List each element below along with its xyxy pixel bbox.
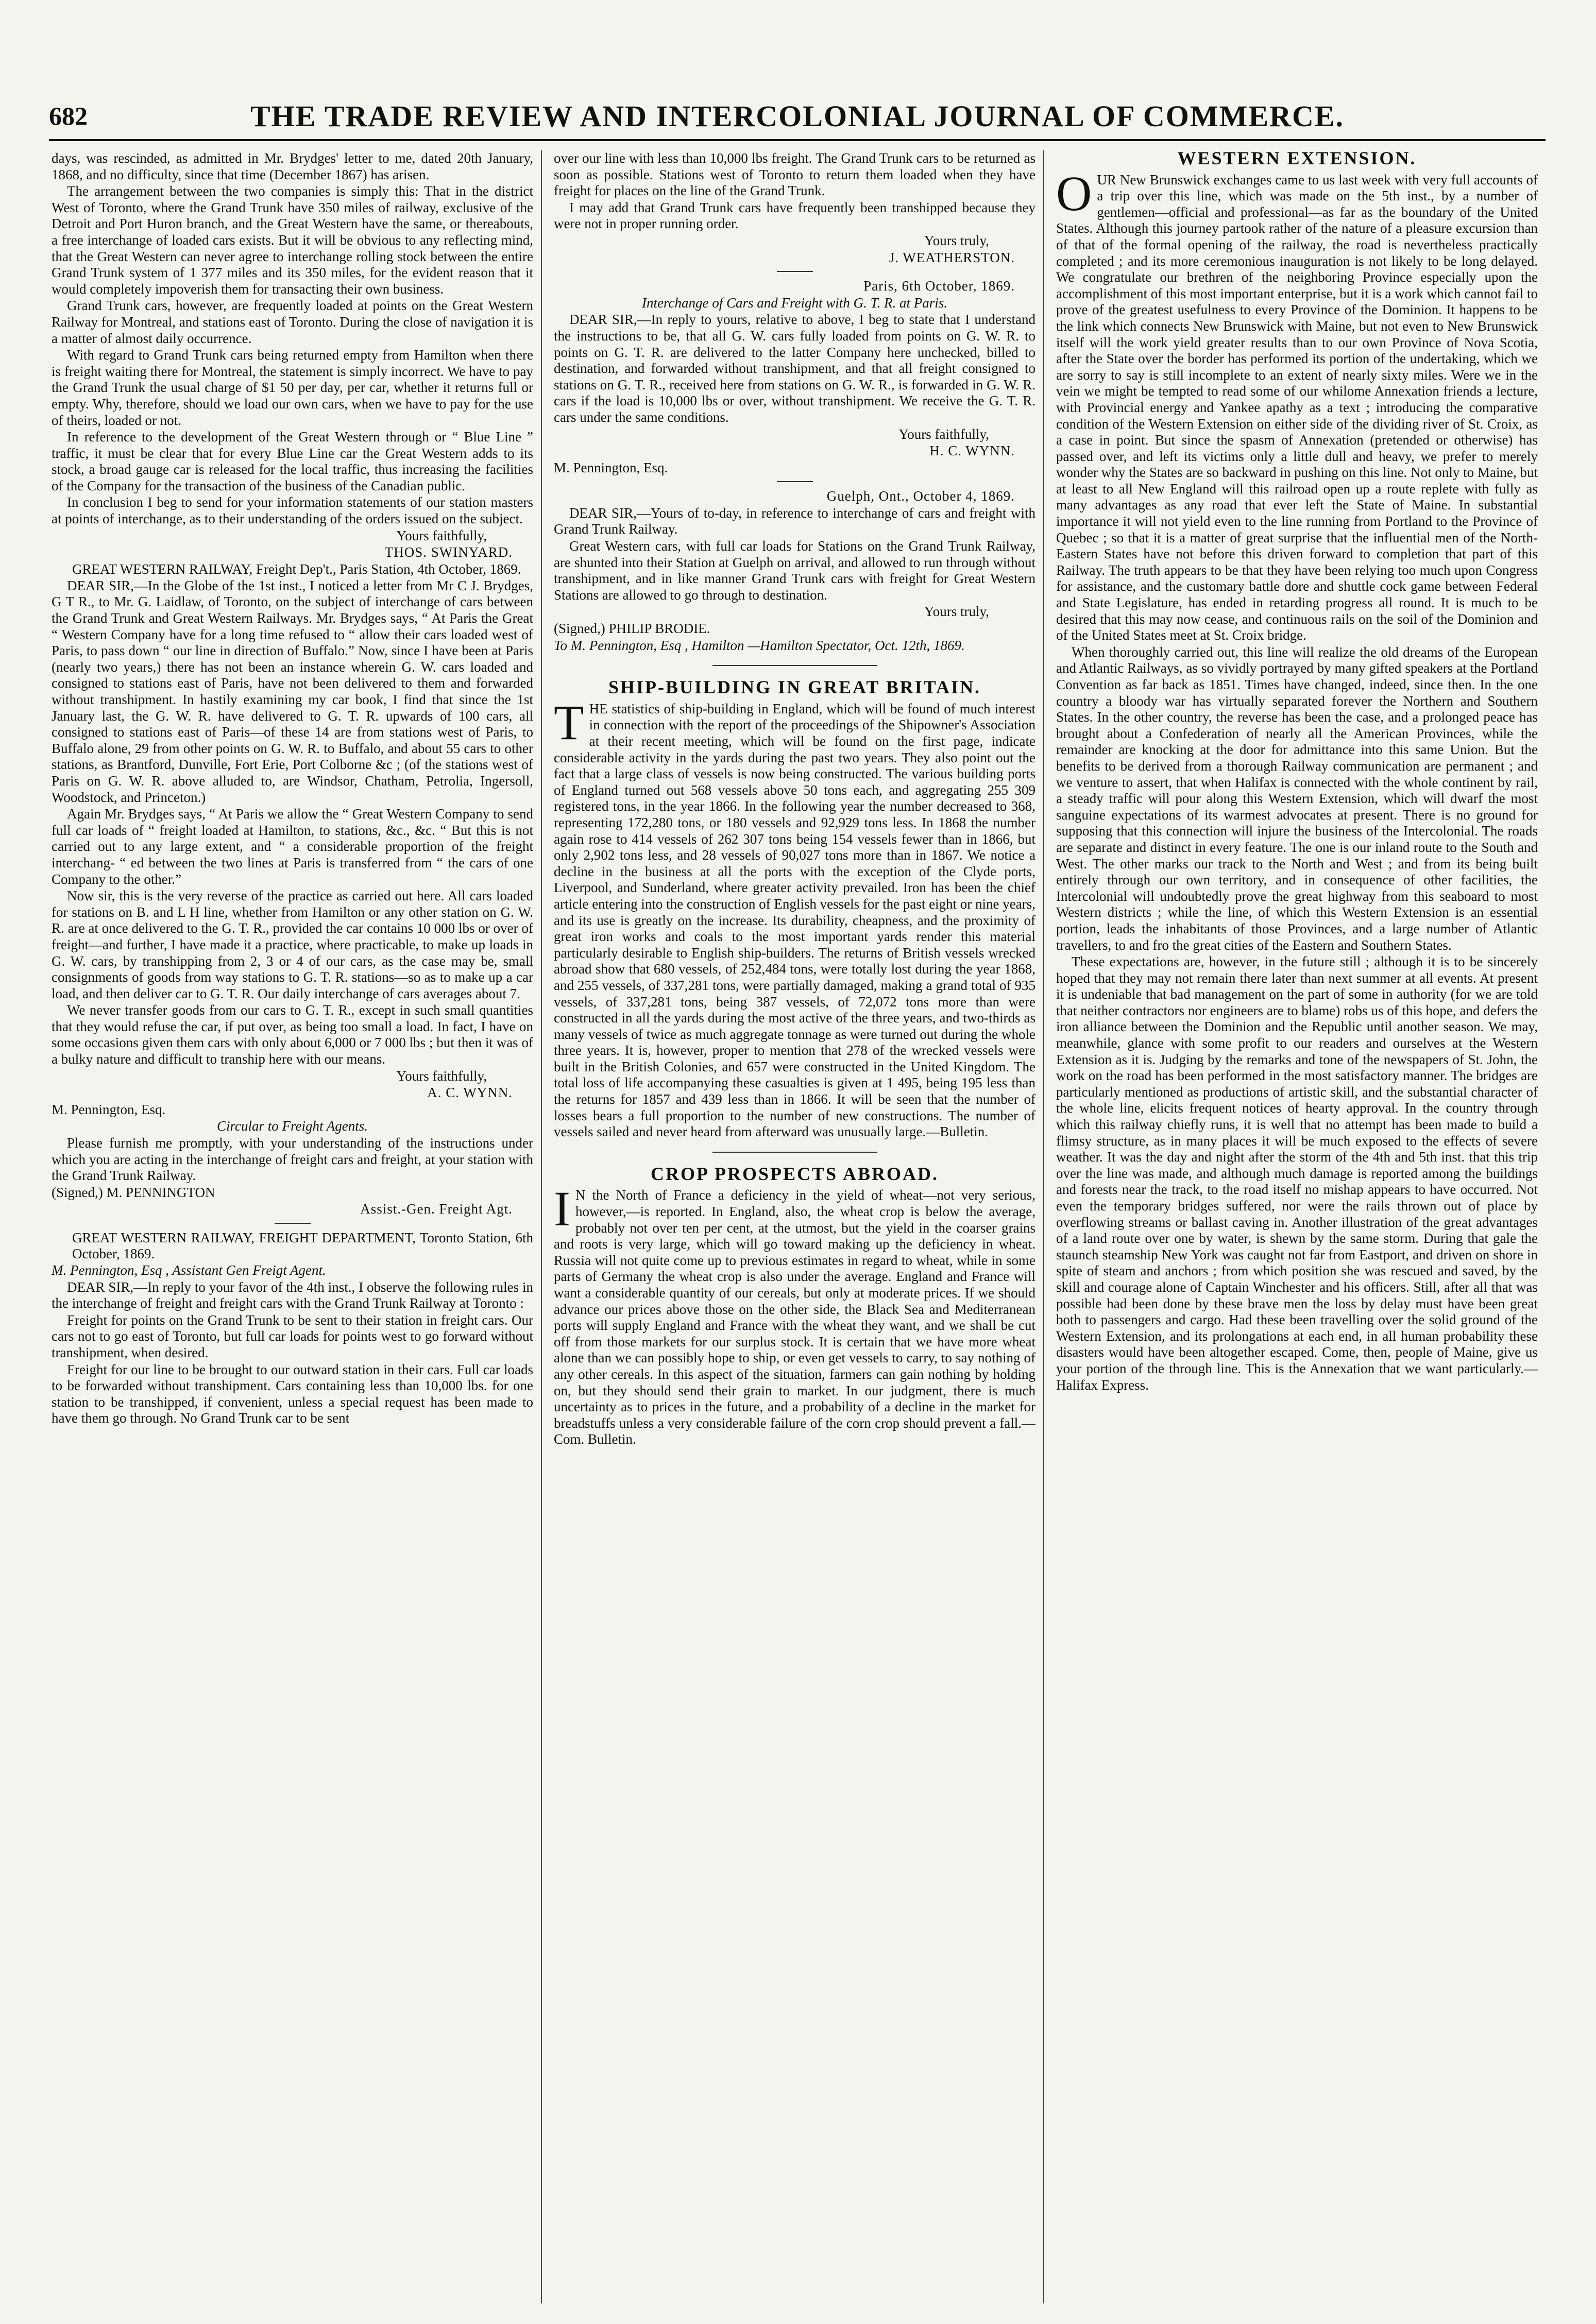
paragraph: DEAR SIR,—In reply to yours, relative to above, I beg to state that I understand the instructions to be, that all G. W. cars fully loaded from points on G. W. R. to points on G. T. R. are delivered to the latter Company here unchecked, billed to destination, and forwarded without transhipment, and that all freight consigned to stations on G. T. R., received here from stations on G. W. R., is forwarded in G. W. R. cars if the load is 10,000 lbs or over, without transhipment. We receive the G. T. R. cars under the same conditions.	[554, 312, 1035, 425]
letter-recipient: M. Pennington, Esq , Assistant Gen Freigt Agent.	[52, 1262, 326, 1278]
letter-signature: (Signed,) PHILIP BRODIE.	[554, 621, 710, 637]
article-text: N the North of France a deficiency in the yield of wheat—not very serious, however,—is reported. In England, also, the wheat crop is below the average, probably not over ten per cent, at the utmost, but the yield in the coarser grains and roots is very large, which will go toward making up the deficiency in wheat. Russia will not quite come up to previous estimates in regard to wheat, while in some parts of Germany the wheat crop is also under the average. England and France will want a considerable quantity of our cereals, but only at moderate prices. If we should advance our prices above those on the other side, the Black Sea and Mediterranean ports will supply England and France with the wheat they want, and we shall be cut off from those markets for our surplus stock. It is certain that we have more wheat alone than we can possibly hope to ship, or even get vessels to carry, to say nothing of any other cereals. In this aspect of the situation, farmers can gain nothing by holding on, but they should send their grain to market. In our judgment, there is much uncertainty as to prices in the future, and a probability of a decline in the market for breadstuffs unless a very considerable failure of the corn crop should prevent a fall.—Com. Bulletin.	[554, 1187, 1035, 1447]
drop-cap: T	[554, 694, 584, 750]
paragraph: I may add that Grand Trunk cars have frequently been transhipped because they were not in proper running order.	[554, 199, 1035, 232]
paragraph: DEAR SIR,—In the Globe of the 1st inst., I noticed a letter from Mr C J. Brydges, G T R., to Mr. G. Laidlaw, of Toronto, on the subject of interchange of cars between the Grand Trunk and Great Western Railways. Mr. Brydges says, “ At Paris the Great “ Western Company have for a long time refused to “ allow their cars loaded west of Paris, to pass down “ our line in direction of Buffalo.” Now, since I have been at Paris (nearly two years,) there has not been an instance wherein G. W. cars loaded and consigned to stations east of Paris, have not been delivered to them and forwarded without transhipment. In hastily examining my car book, I find that since the 1st January last, the G. W. R. have delivered to G. T. R. upwards of 100 cars, all consigned to stations east of Paris—of these 14 are from stations west of Paris, to Buffalo alone, 29 from other points on G. W. R. to Buffalo, and about 55 cars to other stations, as Brantford, Dunville, Fort Erie, Port Colborne &c ; (of the stations west of Paris on G. W. R. above alluded to, are Windsor, Chatham, Petrolia, Ingersoll, Woodstock, and Princeton.)	[52, 577, 533, 805]
paragraph: With regard to Grand Trunk cars being returned empty from Hamilton when there is freight waiting there for Montreal, the statement is simply incorrect. We have to pay the Grand Trunk the usual charge of $1 50 per day, per car, whether it returns full or empty. Why, therefore, should we load our own cars, when we have to pay for the use of theirs, loaded or not.	[52, 347, 533, 428]
article-body	[554, 694, 1035, 1140]
letter-subject: Interchange of Cars and Freight with G. T. R. at Paris.	[642, 295, 947, 311]
divider	[777, 481, 813, 482]
paragraph: When thoroughly carried out, this line will realize the old dreams of the European and Atlantic Railways, as so vividly portrayed by many gifted speakers at the Portland Convention as far back as 1851. Times have changed, indeed, since then. In the one country a bloody war has virtually separated forever the Northern and Southern States. In the other country, the reverse has been the case, and a prolonged peace has brought about a Confederation of nearly all the American Provinces, while the remainder are knocking at the door for admittance into this same Union. But the benefits to be derived from a thorough Railway communication are permanent ; and we venture to assert, that when Halifax is connected with the whole continent by rail, a steady traffic will pour along this Western Extension, which will dwarf the most sanguine expectations of its warmest advocates at present. There is no ground for supposing that this connection will injure the business of the Intercolonial. The roads are separate and distinct in every feature. The one is our inland route to the South and West. The other marks our track to the North and West ; and from its being built entirely through our own territory, and in consequence of other facilities, the Intercolonial will undoubtedly prove the great highway from this seaboard to most Western districts ; while the line, of which this Western Extension is an essential portion, leads the inhabitants of those Provinces, and a large number of Atlantic travellers, to and fro the great cities of the Eastern and Southern States.	[1056, 644, 1538, 953]
paragraph: DEAR SIR,—In reply to your favor of the 4th inst., I observe the following rules in the interchange of freight and freight cars with the Grand Trunk Railway at Toronto :	[52, 1279, 533, 1311]
paragraph: Again Mr. Brydges says, “ At Paris we allow the “ Great Western Company to send full car loads of “ freight loaded at Hamilton, to stations, &c., &c. “ But this is not carried out to any large extent, and “ a considerable proportion of the freight interchang- “ ed between the two lines at Paris is transferred from “ the cars of one Company to the other.”	[52, 806, 533, 887]
letter-signature-title: Assist.-Gen. Freight Agt.	[360, 1201, 513, 1217]
paragraph: DEAR SIR,—Yours of to-day, in reference to interchange of cars and freight with Grand Trunk Railway.	[554, 505, 1035, 537]
letter-closing: Yours truly,	[924, 232, 989, 248]
paragraph: Now sir, this is the very reverse of the practice as carried out here. All cars loaded for stations on B. and L H line, whether from Hamilton or any other station on G. W. R. are at once delivered to the G. T. R., provided the car contains 10 000 lbs or over of freight—and further, I have made it a practice, where practicable, to make up loads in G. W. cars, by transhipping from 2, 3 or 4 of our cars, as the case may be, small consignments of goods from way stations to G. T. R. stations—so as to make up a car load, and then deliver car to G. T. R. Our daily interchange of cars averages about 7.	[52, 888, 533, 1001]
letter-date: Guelph, Ont., October 4, 1869.	[826, 488, 1015, 504]
paragraph: days, was rescinded, as admitted in Mr. Brydges' letter to me, dated 20th January, 1868, and no difficulty, since that time (December 1867) has arisen.	[52, 150, 533, 182]
divider	[275, 1223, 311, 1224]
article-text: UR New Brunswick exchanges came to us last week with very full accounts of a trip over this line, which was made on the 5th inst., by a number of gentlemen—official and professional—as far as the boundary of the United States. Although this journey partook rather of the nature of a pleasure excursion than of that of the formal opening of the railway, the road is nevertheless practically completed ; and its more ceremonious inauguration is not likely to be long delayed. We congratulate our brethren of the neighboring Province especially upon the accomplishment of this most important enterprise, but it is a work which cannot fail to prove of the greatest usefulness to every Province of the Dominion. It happens to be the link which connects New Brunswick with Maine, but not even to New Brunswick itself will the work yield greater results than to our own Province of Nova Scotia, after the State over the border has performed its portion of the undertaking, which we are sorry to say is still incomplete to an extent of nearly sixty miles. Were we in the vein we might be tempted to read some of our whilome Annexation friends a lecture, with Provincial energy and Yankee apathy as a text ; introducing the comparative condition of the Western Extension on either side of the dividing river of St. Croix, as a case in point. But since the spasm of Annexation (pretended or otherwise) has passed over, and left its victims only a little dull and heavy, we prefer to merely wonder why the States are so backward in pushing on this line. Not only to Maine, but at least to all New England will this railroad open up a route replete with fully as many advantages as any road that ever left the State of Maine. In substantial importance it will not yield even to the line running from Portland to the Province of Quebec ; so that it is a matter of great surprise that the influential men of the North-Eastern States have not before this driven forward to completion that part of this Railway. The truth appears to be that they have been relying too much upon Congress for assistance, and the customary battle dore and shuttle cock game between Federal and State Legislature, has ended in retarding progress all round. It is much to be desired that this may now cease, and continuous rails on the soil of the Dominion and of the United States meet at St. Croix bridge.	[1056, 172, 1538, 643]
letter-signature: H. C. WYNN.	[929, 443, 1015, 459]
letter-address: GREAT WESTERN RAILWAY, Freight Dep't., Paris Station, 4th October, 1869.	[72, 561, 521, 577]
article-body	[1056, 165, 1538, 644]
paragraph: Freight for points on the Grand Trunk to be sent to their station in freight cars. Our cars not to go east of Toronto, but full car loads for points west to go forward without transhipment, when desired.	[52, 1312, 533, 1360]
column-rule-2	[1043, 150, 1044, 2303]
header-rule	[49, 139, 1546, 141]
column-1	[52, 150, 533, 2303]
circular-title: Circular to Freight Agents.	[217, 1118, 368, 1134]
letter-signature: THOS. SWINYARD.	[384, 544, 513, 560]
letter-signature: J. WEATHERSTON.	[889, 249, 1015, 265]
paragraph: In reference to the development of the Great Western through or “ Blue Line ” traffic, it must be clear that for every Blue Line car the Great Western adds to its stock, a broad gauge car is released for the local traffic, thus increasing the facilities of the Company for the transaction of the business of the Canadian public.	[52, 429, 533, 493]
letter-closing: Yours faithfully,	[396, 1068, 487, 1084]
letter-address: GREAT WESTERN RAILWAY, FREIGHT DEPARTMENT, Toronto Station, 6th October, 1869.	[72, 1230, 533, 1261]
paragraph: Freight for our line to be brought to our outward station in their cars. Full car loads to be forwarded without transhipment. Cars containing less than 10,000 lbs. for one station to be transhipped, if convenient, unless a special request has been made to have them go through. No Grand Trunk car to be sent	[52, 1361, 533, 1426]
paragraph: over our line with less than 10,000 lbs freight. The Grand Trunk cars to be returned as soon as possible. Stations west of Toronto to return them loaded when they have freight for places on the line of the Grand Trunk.	[554, 150, 1035, 199]
page-number: 682	[49, 101, 88, 130]
paragraph: In conclusion I beg to send for your information statements of our station masters at points of interchange, as to their understanding of the orders issued on the subject.	[52, 494, 533, 527]
column-3	[1056, 150, 1538, 2303]
page-header	[49, 98, 1546, 134]
letter-signature: A. C. WYNN.	[427, 1085, 513, 1101]
section-divider	[712, 1152, 877, 1153]
divider	[777, 271, 813, 272]
article-text: HE statistics of ship-building in England, which will be found of much interest in connection with the report of the proceedings of the Shipowner's Association at their recent meeting, which will be found on the first page, indicate considerable activity in the yards during the past two years. They also point out the fact that a large class of vessels is now being constructed. The various building ports of England turned out 568 vessels above 50 tons each, and aggregating 255 309 registered tons, in the year 1866. In the following year the number decreased to 368, representing 172,280 tons, or 180 vessels and 92,929 tons less. In 1868 the number again rose to 414 vessels of 262 307 tons being 154 vessels fewer than in 1866, but only 2,902 tons less, and 28 vessels of 90,027 tons more than in 1867. We notice a decline in the business at all the ports with the exception of the Clyde ports, Liverpool, and Sunderland, where greater activity prevailed. Iron has been the chief article entering into the construction of English vessels for the past eight or nine years, and its use is greatly on the increase. Its durability, cheapness, and the proximity of great iron works and coals to the most important yards render this material particularly desirable to English ship-builders. The returns of British vessels wrecked abroad show that 680 vessels, of 252,484 tons, were totally lost during the year 1868, and 255 vessels, of 337,281 tons, were partially damaged, making a grand total of 935 vessels, of 337,281 tons, being 387 vessels, of 72,072 tons more than were constructed in all the yards during the most active of the three years, and two-thirds as many vessels of twice as much aggregate tonnage as were turned out during the whole three years. It is, however, proper to mention that 278 of the wrecked vessels were built in the British Colonies, and 657 were constructed in the United Kingdom. The total loss of life accompanying these casualties is given at 1 495, being 195 less than the returns for 1857 and 439 less than in 1866. It will be seen that the number of losses bears a full proportion to the number of new constructions. The number of vessels sailed and never heard from afterward was unusually large.—Bulletin.	[554, 700, 1035, 1140]
drop-cap: O	[1056, 165, 1092, 221]
paragraph: Please furnish me promptly, with your understanding of the instructions under which you are acting in the interchange of freight cars and freight, at your station with the Grand Trunk Railway.	[52, 1135, 533, 1184]
column-rule-1	[541, 150, 542, 2303]
paragraph: These expectations are, however, in the future still ; although it is to be sincerely hoped that they may not remain there later than next summer at all events. At present it is undeniable that bad management on the part of some in authority (for we are told that neither contractors nor engineers are to blame) robs us of this hope, and defers the iron alliance between the Dominion and the Republic until another season. We may, meanwhile, glance with some profit to our readers and ourselves at the Western Extension as it is. Judging by the remarks and tone of the newspapers of St. John, the work on the road has been performed in the most satisfactory manner. The bridges are particularly mentioned as productions of artistic skill, and the substantial character of the whole line, elicits frequent notices of hearty approval. In the country through which this railway chiefly runs, it is well that no attempt has been made to build a flimsy structure, as in many places it will be much exposed to the effects of severe weather. It was the day and night after the storm of the 4th and 5th inst. that this trip over the line was made, and although much damage is reported among the buildings and forests near the track, to the road itself no mishap appears to have occurred. Not even the temporary bridges suffered, nor were the rails thrown out of place by overflowing streams or ballast caving in. Another illustration of the great advantages of a land route over one by water, is shewn by the same storm. During that gale the staunch steamship New York was caught not far from Eastport, and driven on shore in spite of steam and anchors ; from which position she was rescued and saved, by the skill and courage alone of Captain Winchester and his officers. Still, after all that was possible had been done by these brave men the loss by delay must have been great both to passengers and cargo. Had these been travelling over the solid ground of the Western Extension, and its prolongations at each end, in all human probability these disasters would have been altogether escaped. Come, then, people of Maine, give us your portion of the through line. This is the Annexation that we want particularly.—Halifax Express.	[1056, 954, 1538, 1393]
letter-date: Paris, 6th October, 1869.	[863, 278, 1015, 294]
section-divider	[712, 665, 877, 666]
letter-closing: Yours faithfully,	[396, 527, 487, 543]
letter-recipient: To M. Pennington, Esq , Hamilton —Hamilton Spectator, Oct. 12th, 1869.	[554, 637, 965, 653]
letter-closing: Yours truly,	[924, 604, 989, 620]
article-heading-shipbuilding: SHIP-BUILDING IN GREAT BRITAIN.	[608, 677, 981, 698]
article-body	[554, 1181, 1035, 1448]
column-2	[554, 150, 1035, 2303]
paragraph: Grand Trunk cars, however, are frequently loaded at points on the Great Western Railway for Montreal, and stations east of Toronto. During the close of navigation it is a matter of almost daily occurrence.	[52, 298, 533, 346]
paragraph: We never transfer goods from our cars to G. T. R., except in such small quantities that they would refuse the car, if put over, as being too small a load. In fact, I have on some occasions given them cars with only about 6,000 or 7 000 lbs ; but then it was of a bulky nature and difficult to tranship here with our means.	[52, 1002, 533, 1067]
letter-recipient: M. Pennington, Esq.	[52, 1101, 166, 1117]
letter-closing: Yours faithfully,	[898, 426, 989, 442]
letter-recipient: M. Pennington, Esq.	[554, 459, 668, 475]
article-heading-western-extension: WESTERN EXTENSION.	[1177, 150, 1417, 168]
letter-signature: (Signed,) M. PENNINGTON	[52, 1184, 215, 1200]
paragraph: The arrangement between the two companies is simply this: That in the district West of Toronto, where the Grand Trunk have 350 miles of railway, exclusive of the Detroit and Port Huron branch, and the Great Western have the same, or thereabouts, a free interchange of loaded cars exists. But it will be obvious to any reflecting mind, that the Great Western can never agree to interchange rolling stock between the entire Grand Trunk system of 1 377 miles and its 350 miles, for the evident reason that it would completely impoverish them for transacting their own business.	[52, 183, 533, 297]
article-heading-crop: CROP PROSPECTS ABROAD.	[650, 1163, 939, 1184]
drop-cap: I	[554, 1181, 570, 1237]
paragraph: Great Western cars, with full car loads for Stations on the Grand Trunk Railway, are shunted into their Station at Guelph on arrival, and allowed to run through without transhipment, and in like manner Grand Trunk cars with freight for Great Western Stations are allowed to go through to destination.	[554, 538, 1035, 603]
running-title: THE TRADE REVIEW AND INTERCOLONIAL JOURNAL OF COMMERCE.	[250, 99, 1345, 133]
